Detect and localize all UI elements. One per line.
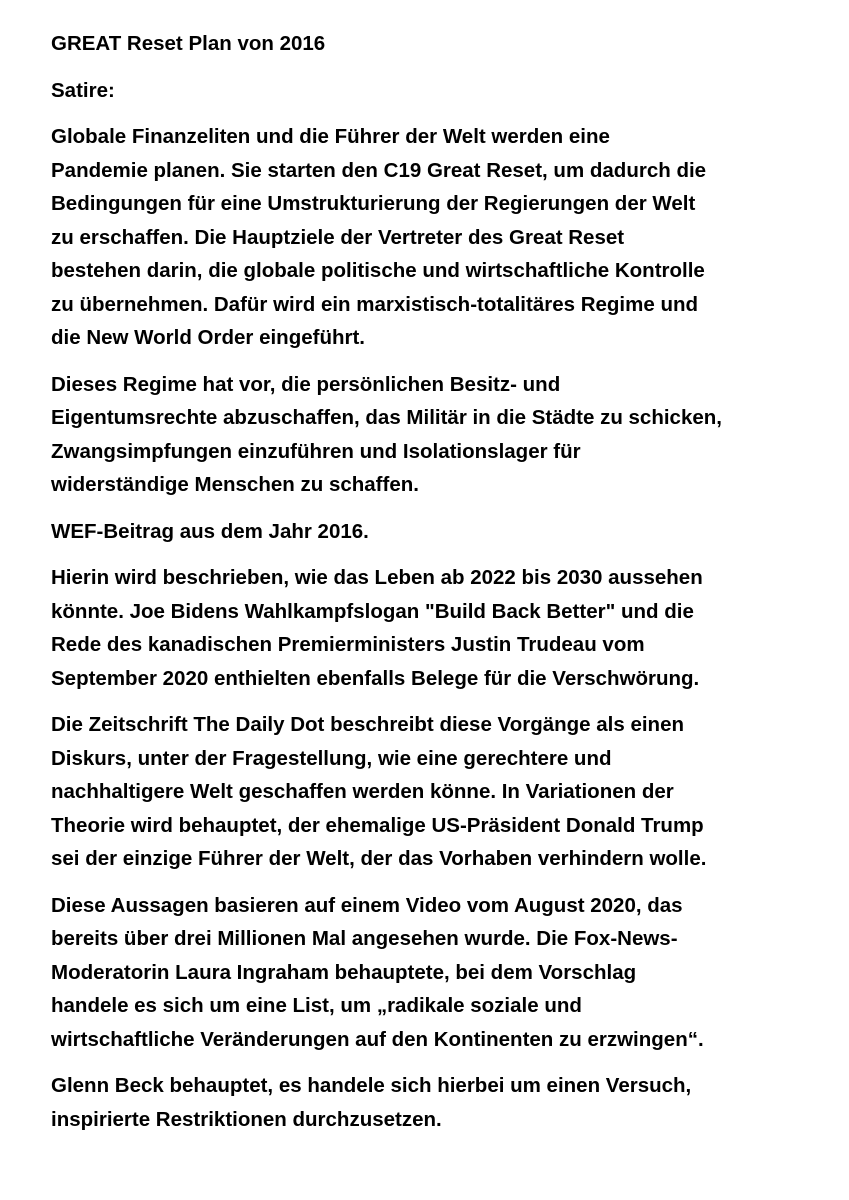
paragraph [51, 368, 841, 502]
text-line: Eigentumsrechte abzuschaffen, das Militär in die Städte zu schicken, [51, 406, 722, 429]
text-line: bestehen darin, die globale politische und wirtschaftliche Kontrolle [51, 259, 705, 282]
text-line: Diese Aussagen basieren auf einem Video vom August 2020, das [51, 893, 683, 917]
text-line: sei der einzige Führer der Welt, der das Vorhaben verhindern wolle. [51, 847, 707, 870]
text-line: WEF-Beitrag aus dem Jahr 2016. [51, 519, 369, 543]
text-line: September 2020 enthielten ebenfalls Belege für die Verschwörung. [51, 666, 700, 690]
text-line: Hierin wird beschrieben, wie das Leben ab 2022 bis 2030 aussehen [51, 566, 703, 589]
text-line: könnte. Joe Bidens Wahlkampfslogan "Build Back Better" und die [51, 599, 694, 623]
title-line: GREAT Reset Plan von 2016 [51, 32, 326, 55]
text-line: handele es sich um eine List, um „radikale soziale und [51, 994, 582, 1017]
text-line: Satire: [51, 78, 115, 102]
paragraph [51, 120, 841, 355]
text-line: wirtschaftliche Veränderungen auf den Kontinenten zu erzwingen“. [51, 1027, 704, 1051]
text-line: Pandemie planen. Sie starten den C19 Great Reset, um dadurch die [51, 158, 707, 182]
document-page [51, 27, 841, 1149]
text-line: Moderatorin Laura Ingraham behauptete, bei dem Vorschlag [51, 960, 637, 984]
paragraph [51, 74, 841, 108]
text-line: Zwangsimpfungen einzuführen und Isolationslager für [51, 439, 581, 463]
text-line: inspirierte Restriktionen durchzusetzen. [51, 1107, 442, 1131]
paragraph [51, 889, 841, 1057]
text-line: zu übernehmen. Dafür wird ein marxistisch-totalitäres Regime und [51, 292, 699, 316]
paragraph [51, 515, 841, 549]
text-line: Theorie wird behauptet, der ehemalige US-Präsident Donald Trump [51, 813, 704, 837]
text-line: nachhaltigere Welt geschaffen werden könne. In Variationen der [51, 780, 674, 803]
paragraph [51, 708, 841, 876]
text-line: Diskurs, unter der Fragestellung, wie eine gerechtere und [51, 746, 612, 770]
text-line: die New World Order eingeführt. [51, 326, 365, 349]
text-line: widerständige Menschen zu schaffen. [51, 473, 419, 496]
document-body [51, 74, 841, 1137]
paragraph [51, 561, 841, 695]
text-line: zu erschaffen. Die Hauptziele der Vertreter des Great Reset [51, 225, 625, 249]
text-line: Glenn Beck behauptet, es handele sich hierbei um einen Versuch, [51, 1074, 692, 1097]
document-title [51, 27, 841, 61]
text-line: Bedingungen für eine Umstrukturierung der Regierungen der Welt [51, 192, 696, 215]
text-line: Rede des kanadischen Premierministers Justin Trudeau vom [51, 633, 645, 656]
text-line: Die Zeitschrift The Daily Dot beschreibt diese Vorgänge als einen [51, 713, 685, 736]
text-line: Dieses Regime hat vor, die persönlichen Besitz- und [51, 372, 561, 396]
text-line: Globale Finanzeliten und die Führer der Welt werden eine [51, 125, 610, 148]
text-line: bereits über drei Millionen Mal angesehen wurde. Die Fox-News- [51, 927, 678, 950]
paragraph [51, 1069, 841, 1136]
